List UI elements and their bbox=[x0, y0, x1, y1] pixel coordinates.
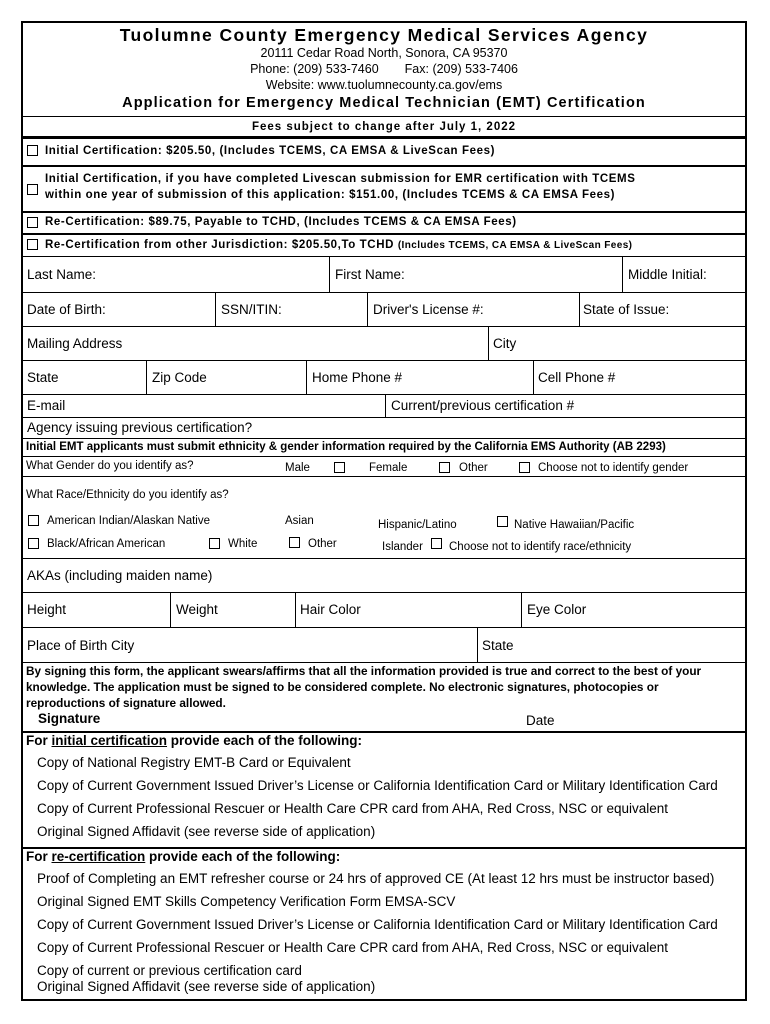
fee-initial-label: Initial Certification: $205.50, (Includes TCEMS, CA EMSA & LiveScan Fees) bbox=[45, 145, 496, 157]
affirmation-line-1: By signing this form, the applicant swears/affirms that all the information provided is true and correct to the best of your bbox=[26, 664, 702, 678]
gender-row bbox=[23, 457, 745, 477]
birthplace-row bbox=[23, 628, 745, 663]
list-item: Proof of Completing an EMT refresher course or 24 hrs of approved CE (At least 12 hrs must be instructor based) bbox=[37, 871, 715, 886]
fees-notice-row bbox=[23, 117, 745, 137]
fee-recert-other-main: Re-Certification from other Jurisdiction: $205.50,To TCHD bbox=[45, 239, 395, 251]
list-item: Original Signed EMT Skills Competency Verification Form EMSA-SCV bbox=[37, 894, 456, 909]
race-section bbox=[23, 477, 745, 559]
last-name-field[interactable]: Last Name: bbox=[27, 267, 97, 282]
initial-heading-for: For bbox=[26, 733, 52, 748]
akas-field[interactable]: AKAs (including maiden name) bbox=[27, 568, 213, 583]
gender-female-label: Female bbox=[369, 462, 408, 474]
affirmation-line-3: reproductions of signature allowed. bbox=[26, 696, 226, 710]
initial-heading-keyword: initial certification bbox=[51, 733, 168, 748]
fee-recert-checkbox[interactable] bbox=[27, 217, 38, 228]
fee-recert-other-checkbox[interactable] bbox=[27, 239, 38, 250]
list-item: Copy of Current Professional Rescuer or Health Care CPR card from AHA, Red Cross, NSC or equivalent bbox=[37, 940, 668, 955]
race-white-checkbox[interactable] bbox=[209, 538, 220, 549]
demographics-notice-row bbox=[23, 439, 745, 457]
email-row bbox=[23, 395, 745, 418]
fee-recert-other-row bbox=[23, 233, 745, 257]
name-row bbox=[23, 257, 745, 293]
fees-notice: Fees subject to change after July 1, 2022 bbox=[251, 121, 517, 133]
form-header bbox=[23, 23, 745, 117]
cell-phone-field[interactable]: Cell Phone # bbox=[538, 370, 616, 385]
race-hawaiian-label-1: Native Hawaiian/Pacific bbox=[514, 519, 635, 531]
list-item: Copy of current or previous certification card bbox=[37, 963, 302, 978]
fee-recert-row bbox=[23, 211, 745, 233]
state-of-issue-field[interactable]: State of Issue: bbox=[583, 302, 670, 317]
recert-requirements bbox=[23, 849, 745, 999]
race-american-indian-label: American Indian/Alaskan Native bbox=[47, 515, 210, 527]
agency-contact bbox=[23, 62, 745, 76]
agency-phone: Phone: (209) 533-7460 bbox=[250, 62, 379, 76]
race-asian-label: Asian bbox=[285, 515, 314, 527]
race-hispanic-label: Hispanic/Latino bbox=[378, 519, 457, 531]
address-row bbox=[23, 327, 745, 361]
race-american-indian-checkbox[interactable] bbox=[28, 515, 39, 526]
race-black-checkbox[interactable] bbox=[28, 538, 39, 549]
agency-row bbox=[23, 418, 745, 439]
height-field[interactable]: Height bbox=[27, 602, 67, 617]
city-field[interactable]: City bbox=[493, 336, 517, 351]
fee-initial-checkbox[interactable] bbox=[27, 145, 38, 156]
demographics-notice: Initial EMT applicants must submit ethnicity & gender information required by the California EMS Authority (AB 2293) bbox=[26, 441, 666, 453]
agency-website: Website: www.tuolumnecounty.ca.gov/ems bbox=[265, 78, 503, 92]
race-hawaiian-checkbox[interactable] bbox=[497, 516, 508, 527]
date-field[interactable]: Date bbox=[526, 713, 555, 728]
hair-color-field[interactable]: Hair Color bbox=[300, 602, 361, 617]
fee-livescan-line-2: within one year of submission of this application: $151.00, (Includes TCEMS & CA EMSA Fees) bbox=[45, 189, 616, 201]
recert-requirements-heading bbox=[26, 849, 340, 864]
gender-female-checkbox[interactable] bbox=[439, 462, 450, 473]
eye-color-field[interactable]: Eye Color bbox=[527, 602, 587, 617]
recert-heading-keyword: re-certification bbox=[51, 849, 146, 864]
drivers-license-field[interactable]: Driver's License #: bbox=[373, 302, 484, 317]
list-item: Copy of Current Government Issued Driver’s License or California Identification Card or Military Identification Card bbox=[37, 917, 718, 932]
initial-requirements bbox=[23, 733, 745, 849]
list-item: Copy of Current Professional Rescuer or Health Care CPR card from AHA, Red Cross, NSC or equivalent bbox=[37, 801, 668, 816]
dob-field[interactable]: Date of Birth: bbox=[27, 302, 106, 317]
mailing-address-field[interactable]: Mailing Address bbox=[27, 336, 123, 351]
cert-number-field[interactable]: Current/previous certification # bbox=[391, 398, 575, 413]
state-phone-row bbox=[23, 361, 745, 395]
race-decline-checkbox[interactable] bbox=[431, 538, 442, 549]
gender-decline-checkbox[interactable] bbox=[519, 462, 530, 473]
email-field[interactable]: E-mail bbox=[27, 398, 66, 413]
gender-other-label: Other bbox=[459, 462, 488, 474]
fee-recert-other-note: (Includes TCEMS, CA EMSA & LiveScan Fees) bbox=[397, 240, 633, 251]
race-hawaiian-label-2: Islander bbox=[382, 541, 423, 553]
fee-livescan-line-1: Initial Certification, if you have completed Livescan submission for EMR certification with TCEMS bbox=[45, 173, 636, 185]
list-item: Original Signed Affidavit (see reverse side of application) bbox=[37, 979, 376, 994]
agency-title: Tuolumne County Emergency Medical Services Agency bbox=[119, 25, 649, 45]
race-black-label: Black/African American bbox=[47, 538, 166, 550]
application-title: Application for Emergency Medical Technician (EMT) Certification bbox=[122, 95, 646, 111]
fee-recert-other-label bbox=[45, 239, 632, 251]
recert-heading-rest: provide each of the following: bbox=[145, 849, 341, 864]
physical-row bbox=[23, 593, 745, 628]
first-name-field[interactable]: First Name: bbox=[335, 267, 405, 282]
signature-section bbox=[23, 663, 745, 733]
race-question: What Race/Ethnicity do you identify as? bbox=[26, 489, 229, 501]
fee-livescan-row bbox=[23, 165, 745, 211]
akas-row bbox=[23, 559, 745, 593]
agency-prev-field[interactable]: Agency issuing previous certification? bbox=[27, 420, 253, 435]
race-other-label: Other bbox=[308, 538, 337, 550]
fee-initial-row bbox=[23, 137, 745, 165]
state-field[interactable]: State bbox=[27, 370, 59, 385]
fee-livescan-checkbox[interactable] bbox=[27, 184, 38, 195]
gender-male-label: Male bbox=[285, 462, 310, 474]
middle-initial-field[interactable]: Middle Initial: bbox=[628, 267, 707, 282]
birth-city-field[interactable]: Place of Birth City bbox=[27, 638, 135, 653]
gender-male-checkbox[interactable] bbox=[334, 462, 345, 473]
agency-address: 20111 Cedar Road North, Sonora, CA 95370 bbox=[260, 46, 508, 60]
zip-field[interactable]: Zip Code bbox=[152, 370, 207, 385]
race-white-label: White bbox=[228, 538, 258, 550]
recert-heading-for: For bbox=[26, 849, 52, 864]
fee-recert-label: Re-Certification: $89.75, Payable to TCHD, (Includes TCEMS & CA EMSA Fees) bbox=[45, 216, 517, 228]
ssn-field[interactable]: SSN/ITIN: bbox=[221, 302, 282, 317]
initial-requirements-heading bbox=[26, 733, 362, 748]
list-item: Copy of Current Government Issued Driver’s License or California Identification Card or Military Identification Card bbox=[37, 778, 718, 793]
weight-field[interactable]: Weight bbox=[176, 602, 218, 617]
race-decline-label: Choose not to identify race/ethnicity bbox=[449, 541, 632, 553]
home-phone-field[interactable]: Home Phone # bbox=[312, 370, 403, 385]
race-other-checkbox[interactable] bbox=[289, 537, 300, 548]
gender-question: What Gender do you identify as? bbox=[26, 460, 194, 472]
list-item: Copy of National Registry EMT-B Card or Equivalent bbox=[37, 755, 351, 770]
affirmation-line-2: knowledge. The application must be signed to be considered complete. No electronic signatures, photocopies or bbox=[26, 680, 659, 694]
agency-fax: Fax: (209) 533-7406 bbox=[404, 62, 518, 76]
emt-application-form bbox=[21, 21, 747, 1001]
birth-state-field[interactable]: State bbox=[482, 638, 514, 653]
list-item: Original Signed Affidavit (see reverse side of application) bbox=[37, 824, 376, 839]
signature-field[interactable]: Signature bbox=[38, 711, 101, 726]
gender-decline-label: Choose not to identify gender bbox=[538, 462, 689, 474]
dob-row bbox=[23, 293, 745, 327]
initial-heading-rest: provide each of the following: bbox=[167, 733, 363, 748]
